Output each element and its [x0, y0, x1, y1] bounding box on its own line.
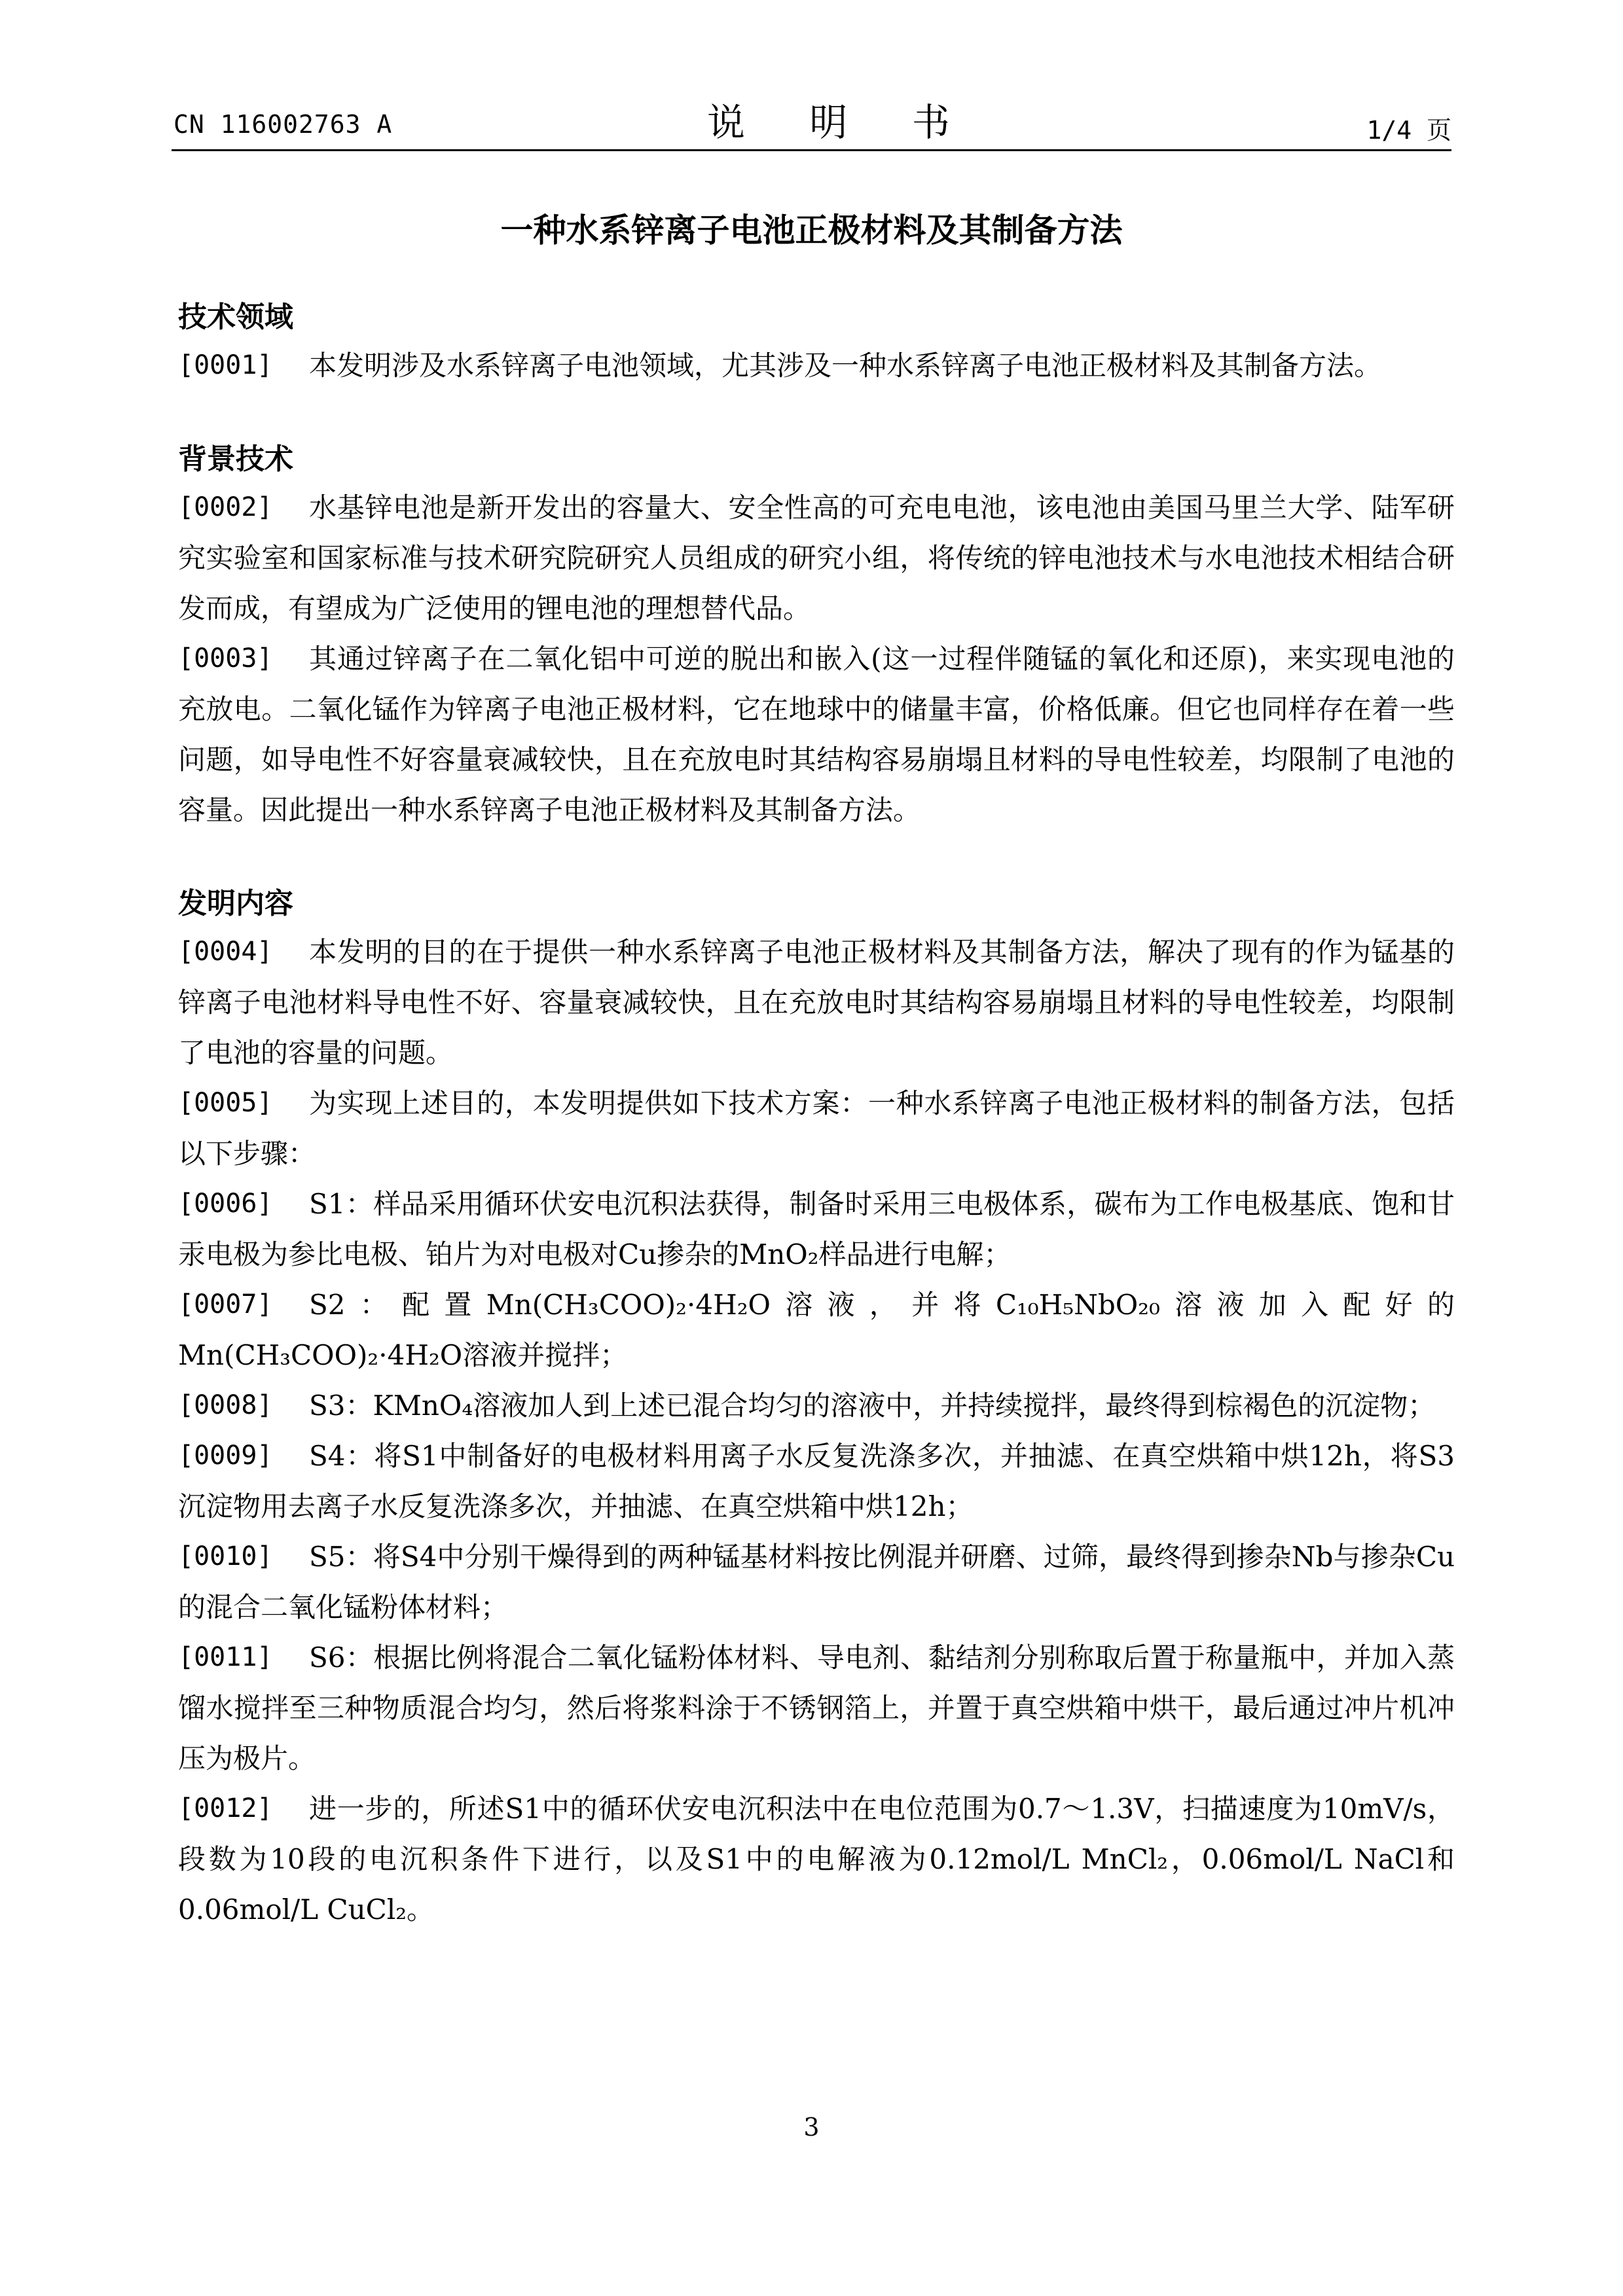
paragraph-text: S1：样品采用循环伏安电沉积法获得，制备时采用三电极体系，碳布为工作电极基底、饱和甘汞电极为参比电极、铂片为对电极对Cu掺杂的MnO₂样品进行电解； [178, 1188, 1455, 1270]
paragraph-number: [0001] [178, 350, 273, 380]
paragraph-text: 为实现上述目的，本发明提供如下技术方案：一种水系锌离子电池正极材料的制备方法，包括以下步骤： [178, 1087, 1455, 1170]
paragraph-number: [0002] [178, 492, 273, 522]
paragraph [178, 1431, 1455, 1532]
paragraph-number: [0007] [178, 1289, 273, 1319]
paragraph-text: 本发明的目的在于提供一种水系锌离子电池正极材料及其制备方法，解决了现有的作为锰基的锌离子电池材料导电性不好、容量衰减较快，且在充放电时其结构容易崩塌且材料的导电性较差，均限制了电池的容量的问题。 [178, 936, 1455, 1069]
section-heading: 发明内容 [178, 887, 293, 920]
paragraph [178, 1179, 1455, 1280]
section-technical-field [178, 295, 1455, 391]
paragraph-text: 水基锌电池是新开发出的容量大、安全性高的可充电电池，该电池由美国马里兰大学、陆军研究实验室和国家标准与技术研究院研究人员组成的研究小组，将传统的锌电池技术与水电池技术相结合研发而成，有望成为广泛使用的锂电池的理想替代品。 [178, 492, 1455, 624]
header-divider [172, 149, 1451, 151]
paragraph [178, 340, 1455, 391]
paragraph [178, 1380, 1455, 1431]
paragraph [178, 927, 1455, 1078]
paragraph-text: S6：根据比例将混合二氧化锰粉体材料、导电剂、黏结剂分别称取后置于称量瓶中，并加入蒸馏水搅拌至三种物质混合均匀，然后将浆料涂于不锈钢箔上，并置于真空烘箱中烘干，最后通过冲片机冲压为极片。 [178, 1641, 1455, 1774]
paragraph-number: [0004] [178, 937, 273, 967]
paragraph [178, 634, 1455, 835]
patent-number: CN 116002763 A [173, 110, 393, 139]
page-number: 3 [803, 2113, 820, 2142]
paragraph-number: [0006] [178, 1189, 273, 1219]
paragraph [178, 1784, 1455, 1935]
paragraph-text: S2：配置Mn(CH₃COO)₂·4H₂O溶液，并将C₁₀H₅NbO₂₀溶液加入配好的Mn(CH₃COO)₂·4H₂O溶液并搅拌； [178, 1289, 1455, 1371]
paragraph [178, 1532, 1455, 1632]
paragraph [178, 1632, 1455, 1784]
paragraph-number: [0012] [178, 1793, 273, 1823]
paragraph [178, 1078, 1455, 1179]
paragraph [178, 1280, 1455, 1380]
paragraph-number: [0010] [178, 1541, 273, 1571]
paragraph-text: 本发明涉及水系锌离子电池领域，尤其涉及一种水系锌离子电池正极材料及其制备方法。 [309, 350, 1382, 382]
paragraph-text: S3：KMnO₄溶液加人到上述已混合均匀的溶液中，并持续搅拌，最终得到棕褐色的沉淀物； [309, 1390, 1436, 1422]
paragraph-text: 其通过锌离子在二氧化铝中可逆的脱出和嵌入(这一过程伴随锰的氧化和还原)，来实现电池的充放电。二氧化锰作为锌离子电池正极材料，它在地球中的储量丰富，价格低廉。但它也同样存在着一些问题，如导电性不好容量衰减较快，且在充放电时其结构容易崩塌且材料的导电性较差，均限制了电池的容量。因此提出一种水系锌离子电池正极材料及其制备方法。 [178, 643, 1455, 826]
page-indicator: 1/4 页 [1366, 116, 1451, 145]
paragraph-number: [0008] [178, 1390, 273, 1420]
paragraph [178, 482, 1455, 634]
paragraph-number: [0009] [178, 1441, 273, 1471]
paragraph-text: S5：将S4中分别干燥得到的两种锰基材料按比例混并研磨、过筛，最终得到掺杂Nb与掺杂Cu的混合二氧化锰粉体材料； [178, 1541, 1455, 1623]
document-type-heading: 说 明 书 [707, 100, 976, 145]
document-body [178, 295, 1455, 1981]
section-background [178, 437, 1455, 835]
paragraph-text: S4：将S1中制备好的电极材料用离子水反复洗涤多次，并抽滤、在真空烘箱中烘12h，将S3沉淀物用去离子水反复洗涤多次，并抽滤、在真空烘箱中烘12h； [178, 1440, 1455, 1522]
section-heading: 技术领域 [178, 300, 293, 334]
document-title: 一种水系锌离子电池正极材料及其制备方法 [500, 211, 1123, 249]
paragraph-number: [0011] [178, 1642, 273, 1672]
section-heading: 背景技术 [178, 442, 293, 476]
paragraph-text: 进一步的，所述S1中的循环伏安电沉积法中在电位范围为0.7～1.3V，扫描速度为10mV/s，段数为10段的电沉积条件下进行，以及S1中的电解液为0.12mol/L MnCl₂，0.06mol/L NaCl和0.06mol/L CuCl₂。 [178, 1793, 1455, 1926]
section-summary [178, 881, 1455, 1935]
paragraph-number: [0005] [178, 1088, 273, 1118]
paragraph-number: [0003] [178, 643, 273, 673]
